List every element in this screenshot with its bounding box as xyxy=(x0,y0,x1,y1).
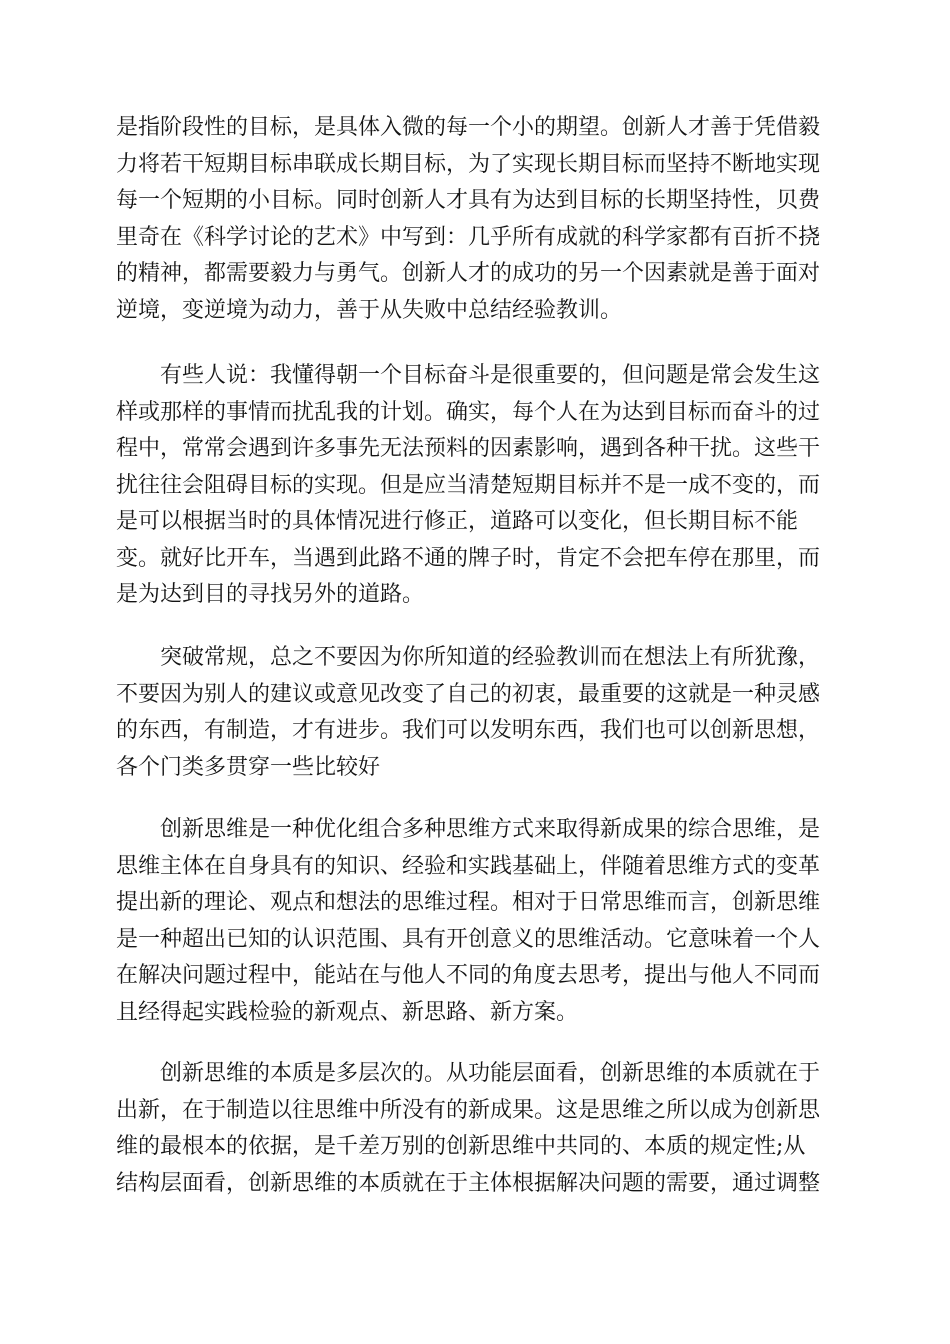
text-line: 是指阶段性的目标，是具体入微的每一个小的期望。创新人才善于凭借毅 xyxy=(116,115,821,140)
text-line: 且经得起实践检验的新观点、新思路、新方案。 xyxy=(116,999,579,1025)
text-line: 创新思维是一种优化组合多种思维方式来取得新成果的综合思维，是 xyxy=(160,817,821,842)
text-line: 扰往往会阻碍目标的实现。但是应当清楚短期目标并不是一成不变的，而 xyxy=(116,472,821,498)
paragraph-5 xyxy=(116,1056,834,1202)
text-line: 创新思维的本质是多层次的。从功能层面看，创新思维的本质就在于 xyxy=(160,1061,821,1086)
text-line: 有些人说：我懂得朝一个目标奋斗是很重要的，但问题是常会发生这 xyxy=(160,363,821,388)
text-line: 程中，常常会遇到许多事先无法预料的因素影响，遇到各种干扰。这些干 xyxy=(116,436,821,461)
text-line: 每一个短期的小目标。同时创新人才具有为达到目标的长期坚持性，贝费 xyxy=(116,188,821,213)
text-line: 逆境，变逆境为动力，善于从失败中总结经验教训。 xyxy=(116,297,623,323)
text-line: 提出新的理论、观点和想法的思维过程。相对于日常思维而言，创新思维 xyxy=(116,890,821,915)
text-line: 力将若干短期目标串联成长期目标，为了实现长期目标而坚持不断地实现 xyxy=(116,151,821,177)
text-line: 在解决问题过程中，能站在与他人不同的角度去思考，提出与他人不同而 xyxy=(116,963,821,988)
paragraph-1 xyxy=(116,110,834,329)
text-line: 是可以根据当时的具体情况进行修正，道路可以变化，但长期目标不能 xyxy=(116,509,799,534)
paragraph-2 xyxy=(116,358,834,614)
text-line: 出新，在于制造以往思维中所没有的新成果。这是思维之所以成为创新思 xyxy=(116,1097,821,1123)
paragraph-3 xyxy=(116,640,834,786)
text-line: 里奇在《科学讨论的艺术》中写到：几乎所有成就的科学家都有百折不挠 xyxy=(116,224,821,250)
text-line: 思维主体在自身具有的知识、经验和实践基础上，伴随着思维方式的变革 xyxy=(116,853,821,879)
text-line: 各个门类多贯穿一些比较好 xyxy=(116,754,381,780)
text-line: 的东西，有制造，才有进步。我们可以发明东西，我们也可以创新思想， xyxy=(116,718,821,743)
text-line: 结构层面看，创新思维的本质就在于主体根据解决问题的需要，通过调整 xyxy=(116,1170,821,1196)
text-line: 维的最根本的依据，是千差万别的创新思维中共同的、本质的规定性;从 xyxy=(116,1134,806,1159)
text-line: 是为达到目的寻找另外的道路。 xyxy=(116,582,425,607)
text-line: 不要因为别人的建议或意见改变了自己的初衷，最重要的这就是一种灵感 xyxy=(116,681,821,707)
text-line: 样或那样的事情而扰乱我的计划。确实，每个人在为达到目标而奋斗的过 xyxy=(116,399,821,425)
text-line: 变。就好比开车，当遇到此路不通的牌子时，肯定不会把车停在那里，而 xyxy=(116,545,821,571)
paragraph-4 xyxy=(116,812,834,1031)
text-line: 是一种超出已知的认识范围、具有开创意义的思维活动。它意味着一个人 xyxy=(116,926,821,952)
text-line: 的精神，都需要毅力与勇气。创新人才的成功的另一个因素就是善于面对 xyxy=(116,261,821,286)
text-line: 突破常规，总之不要因为你所知道的经验教训而在想法上有所犹豫， xyxy=(160,645,821,670)
